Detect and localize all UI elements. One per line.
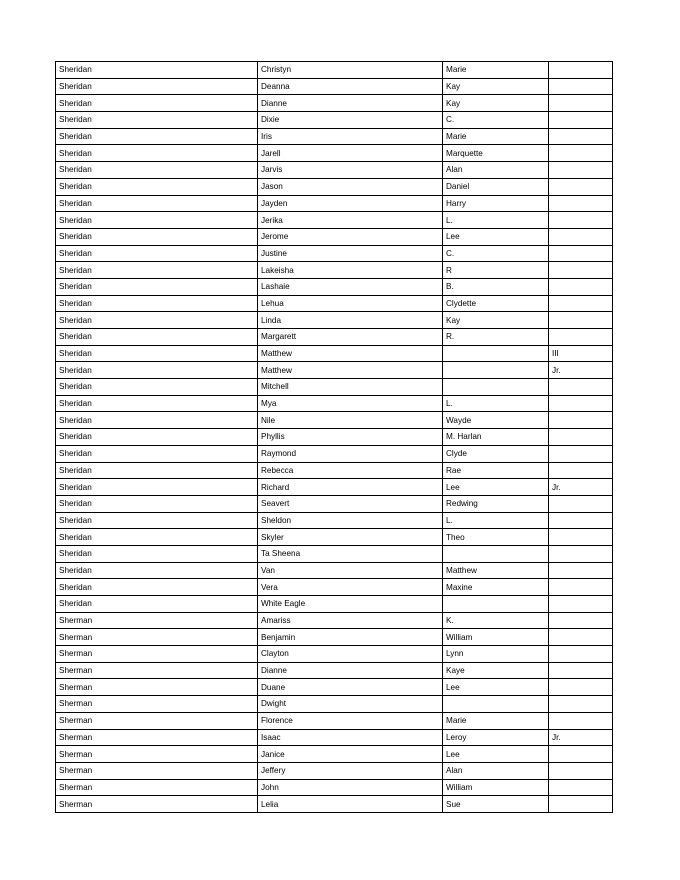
middle-name-cell	[443, 362, 549, 379]
suffix-cell: Jr.	[549, 362, 613, 379]
last-name-cell: Sherman	[56, 662, 258, 679]
last-name-cell: Sheridan	[56, 78, 258, 95]
middle-name-cell: Clydette	[443, 295, 549, 312]
table-row	[56, 596, 613, 613]
first-name-cell: Nile	[258, 412, 443, 429]
suffix-cell	[549, 662, 613, 679]
middle-name-cell: Leroy	[443, 729, 549, 746]
last-name-cell: Sheridan	[56, 95, 258, 112]
first-name-cell: Janice	[258, 746, 443, 763]
first-name-cell: Jason	[258, 178, 443, 195]
middle-name-cell: Lee	[443, 746, 549, 763]
last-name-cell: Sherman	[56, 712, 258, 729]
last-name-cell: Sheridan	[56, 195, 258, 212]
first-name-cell: Clayton	[258, 646, 443, 663]
middle-name-cell: Theo	[443, 529, 549, 546]
table-row	[56, 479, 613, 496]
suffix-cell	[549, 128, 613, 145]
last-name-cell: Sheridan	[56, 312, 258, 329]
middle-name-cell: Lee	[443, 679, 549, 696]
first-name-cell: Mitchell	[258, 379, 443, 396]
last-name-cell: Sheridan	[56, 345, 258, 362]
middle-name-cell: Clyde	[443, 445, 549, 462]
first-name-cell: Richard	[258, 479, 443, 496]
table-row	[56, 295, 613, 312]
last-name-cell: Sheridan	[56, 429, 258, 446]
middle-name-cell: M. Harlan	[443, 429, 549, 446]
middle-name-cell: Alan	[443, 162, 549, 179]
table-row	[56, 779, 613, 796]
suffix-cell	[549, 696, 613, 713]
middle-name-cell: Lynn	[443, 646, 549, 663]
suffix-cell	[549, 629, 613, 646]
last-name-cell: Sheridan	[56, 362, 258, 379]
table-row	[56, 646, 613, 663]
table-row	[56, 529, 613, 546]
first-name-cell: Christyn	[258, 62, 443, 79]
suffix-cell	[549, 195, 613, 212]
first-name-cell: Dwight	[258, 696, 443, 713]
middle-name-cell: Marquette	[443, 145, 549, 162]
last-name-cell: Sheridan	[56, 545, 258, 562]
first-name-cell: Phyllis	[258, 429, 443, 446]
first-name-cell: Lehua	[258, 295, 443, 312]
last-name-cell: Sheridan	[56, 562, 258, 579]
suffix-cell	[549, 779, 613, 796]
middle-name-cell	[443, 345, 549, 362]
last-name-cell: Sheridan	[56, 445, 258, 462]
suffix-cell	[549, 379, 613, 396]
suffix-cell	[549, 395, 613, 412]
last-name-cell: Sheridan	[56, 278, 258, 295]
suffix-cell	[549, 228, 613, 245]
suffix-cell	[549, 145, 613, 162]
middle-name-cell: L.	[443, 512, 549, 529]
table-row	[56, 729, 613, 746]
first-name-cell: Matthew	[258, 362, 443, 379]
middle-name-cell: Wayde	[443, 412, 549, 429]
table-row	[56, 62, 613, 79]
first-name-cell: Sheldon	[258, 512, 443, 529]
first-name-cell: John	[258, 779, 443, 796]
middle-name-cell: Rae	[443, 462, 549, 479]
table-row	[56, 696, 613, 713]
last-name-cell: Sheridan	[56, 262, 258, 279]
suffix-cell	[549, 562, 613, 579]
table-row	[56, 278, 613, 295]
suffix-cell	[549, 596, 613, 613]
last-name-cell: Sheridan	[56, 462, 258, 479]
suffix-cell	[549, 112, 613, 129]
table-row	[56, 429, 613, 446]
first-name-cell: Van	[258, 562, 443, 579]
first-name-cell: Florence	[258, 712, 443, 729]
last-name-cell: Sheridan	[56, 512, 258, 529]
suffix-cell	[549, 445, 613, 462]
suffix-cell	[549, 62, 613, 79]
first-name-cell: Skyler	[258, 529, 443, 546]
last-name-cell: Sheridan	[56, 412, 258, 429]
first-name-cell: Amariss	[258, 612, 443, 629]
suffix-cell	[549, 212, 613, 229]
suffix-cell	[549, 78, 613, 95]
table-row	[56, 712, 613, 729]
table-row	[56, 562, 613, 579]
table-row	[56, 262, 613, 279]
last-name-cell: Sheridan	[56, 295, 258, 312]
last-name-cell: Sheridan	[56, 529, 258, 546]
suffix-cell	[549, 646, 613, 663]
table-row	[56, 445, 613, 462]
first-name-cell: Iris	[258, 128, 443, 145]
first-name-cell: Jeffery	[258, 762, 443, 779]
first-name-cell: Jarvis	[258, 162, 443, 179]
first-name-cell: Jarell	[258, 145, 443, 162]
last-name-cell: Sheridan	[56, 145, 258, 162]
middle-name-cell: William	[443, 779, 549, 796]
middle-name-cell: L.	[443, 395, 549, 412]
table-row	[56, 145, 613, 162]
middle-name-cell: Kay	[443, 78, 549, 95]
suffix-cell: Jr.	[549, 479, 613, 496]
last-name-cell: Sherman	[56, 679, 258, 696]
roster-body	[56, 62, 613, 813]
first-name-cell: White Eagle	[258, 596, 443, 613]
suffix-cell	[549, 329, 613, 346]
middle-name-cell: Marie	[443, 62, 549, 79]
middle-name-cell: Kay	[443, 312, 549, 329]
last-name-cell: Sherman	[56, 729, 258, 746]
suffix-cell	[549, 796, 613, 813]
suffix-cell	[549, 312, 613, 329]
first-name-cell: Lakeisha	[258, 262, 443, 279]
last-name-cell: Sheridan	[56, 379, 258, 396]
first-name-cell: Isaac	[258, 729, 443, 746]
middle-name-cell	[443, 379, 549, 396]
middle-name-cell: Alan	[443, 762, 549, 779]
last-name-cell: Sheridan	[56, 162, 258, 179]
table-row	[56, 112, 613, 129]
table-row	[56, 679, 613, 696]
suffix-cell	[549, 746, 613, 763]
suffix-cell	[549, 529, 613, 546]
table-row	[56, 345, 613, 362]
table-row	[56, 362, 613, 379]
last-name-cell: Sherman	[56, 696, 258, 713]
table-row	[56, 796, 613, 813]
first-name-cell: Jayden	[258, 195, 443, 212]
last-name-cell: Sheridan	[56, 112, 258, 129]
table-row	[56, 395, 613, 412]
middle-name-cell	[443, 696, 549, 713]
first-name-cell: Vera	[258, 579, 443, 596]
middle-name-cell: Lee	[443, 479, 549, 496]
table-row	[56, 312, 613, 329]
middle-name-cell: Matthew	[443, 562, 549, 579]
table-row	[56, 78, 613, 95]
last-name-cell: Sheridan	[56, 479, 258, 496]
last-name-cell: Sheridan	[56, 596, 258, 613]
table-row	[56, 762, 613, 779]
suffix-cell	[549, 545, 613, 562]
table-row	[56, 162, 613, 179]
middle-name-cell: Lee	[443, 228, 549, 245]
first-name-cell: Rebecca	[258, 462, 443, 479]
suffix-cell: III	[549, 345, 613, 362]
table-row	[56, 228, 613, 245]
middle-name-cell: William	[443, 629, 549, 646]
first-name-cell: Ta Sheena	[258, 545, 443, 562]
table-row	[56, 495, 613, 512]
middle-name-cell: Kaye	[443, 662, 549, 679]
middle-name-cell: Daniel	[443, 178, 549, 195]
middle-name-cell: Kay	[443, 95, 549, 112]
name-roster-table	[55, 61, 613, 813]
table-row	[56, 545, 613, 562]
first-name-cell: Benjamin	[258, 629, 443, 646]
first-name-cell: Deanna	[258, 78, 443, 95]
table-row	[56, 245, 613, 262]
first-name-cell: Matthew	[258, 345, 443, 362]
last-name-cell: Sherman	[56, 796, 258, 813]
first-name-cell: Lashaie	[258, 278, 443, 295]
middle-name-cell: Maxine	[443, 579, 549, 596]
table-row	[56, 462, 613, 479]
first-name-cell: Dixie	[258, 112, 443, 129]
last-name-cell: Sheridan	[56, 62, 258, 79]
first-name-cell: Seavert	[258, 495, 443, 512]
table-row	[56, 612, 613, 629]
table-row	[56, 579, 613, 596]
suffix-cell	[549, 412, 613, 429]
middle-name-cell: R	[443, 262, 549, 279]
table-row	[56, 212, 613, 229]
table-row	[56, 195, 613, 212]
suffix-cell: Jr.	[549, 729, 613, 746]
table-row	[56, 95, 613, 112]
last-name-cell: Sheridan	[56, 228, 258, 245]
middle-name-cell	[443, 545, 549, 562]
table-row	[56, 662, 613, 679]
suffix-cell	[549, 612, 613, 629]
last-name-cell: Sheridan	[56, 245, 258, 262]
middle-name-cell	[443, 596, 549, 613]
middle-name-cell: Sue	[443, 796, 549, 813]
suffix-cell	[549, 429, 613, 446]
suffix-cell	[549, 245, 613, 262]
suffix-cell	[549, 162, 613, 179]
middle-name-cell: Harry	[443, 195, 549, 212]
suffix-cell	[549, 462, 613, 479]
last-name-cell: Sheridan	[56, 212, 258, 229]
suffix-cell	[549, 178, 613, 195]
first-name-cell: Raymond	[258, 445, 443, 462]
table-row	[56, 128, 613, 145]
last-name-cell: Sherman	[56, 746, 258, 763]
middle-name-cell: C.	[443, 112, 549, 129]
suffix-cell	[549, 762, 613, 779]
suffix-cell	[549, 262, 613, 279]
middle-name-cell: K.	[443, 612, 549, 629]
middle-name-cell: Redwing	[443, 495, 549, 512]
table-row	[56, 629, 613, 646]
table-row	[56, 412, 613, 429]
last-name-cell: Sheridan	[56, 128, 258, 145]
last-name-cell: Sheridan	[56, 495, 258, 512]
suffix-cell	[549, 579, 613, 596]
table-row	[56, 178, 613, 195]
table-row	[56, 746, 613, 763]
middle-name-cell: Marie	[443, 712, 549, 729]
table-row	[56, 329, 613, 346]
last-name-cell: Sheridan	[56, 178, 258, 195]
last-name-cell: Sheridan	[56, 395, 258, 412]
first-name-cell: Mya	[258, 395, 443, 412]
first-name-cell: Justine	[258, 245, 443, 262]
last-name-cell: Sherman	[56, 612, 258, 629]
first-name-cell: Jerika	[258, 212, 443, 229]
first-name-cell: Dianne	[258, 662, 443, 679]
last-name-cell: Sherman	[56, 762, 258, 779]
first-name-cell: Dianne	[258, 95, 443, 112]
middle-name-cell: C.	[443, 245, 549, 262]
suffix-cell	[549, 295, 613, 312]
suffix-cell	[549, 712, 613, 729]
table-row	[56, 512, 613, 529]
last-name-cell: Sherman	[56, 646, 258, 663]
first-name-cell: Lelia	[258, 796, 443, 813]
suffix-cell	[549, 278, 613, 295]
middle-name-cell: Marie	[443, 128, 549, 145]
first-name-cell: Jerome	[258, 228, 443, 245]
last-name-cell: Sheridan	[56, 329, 258, 346]
table-row	[56, 379, 613, 396]
middle-name-cell: R.	[443, 329, 549, 346]
first-name-cell: Duane	[258, 679, 443, 696]
suffix-cell	[549, 679, 613, 696]
first-name-cell: Linda	[258, 312, 443, 329]
first-name-cell: Margarett	[258, 329, 443, 346]
suffix-cell	[549, 512, 613, 529]
last-name-cell: Sheridan	[56, 579, 258, 596]
middle-name-cell: L.	[443, 212, 549, 229]
last-name-cell: Sherman	[56, 629, 258, 646]
middle-name-cell: B.	[443, 278, 549, 295]
suffix-cell	[549, 495, 613, 512]
suffix-cell	[549, 95, 613, 112]
last-name-cell: Sherman	[56, 779, 258, 796]
